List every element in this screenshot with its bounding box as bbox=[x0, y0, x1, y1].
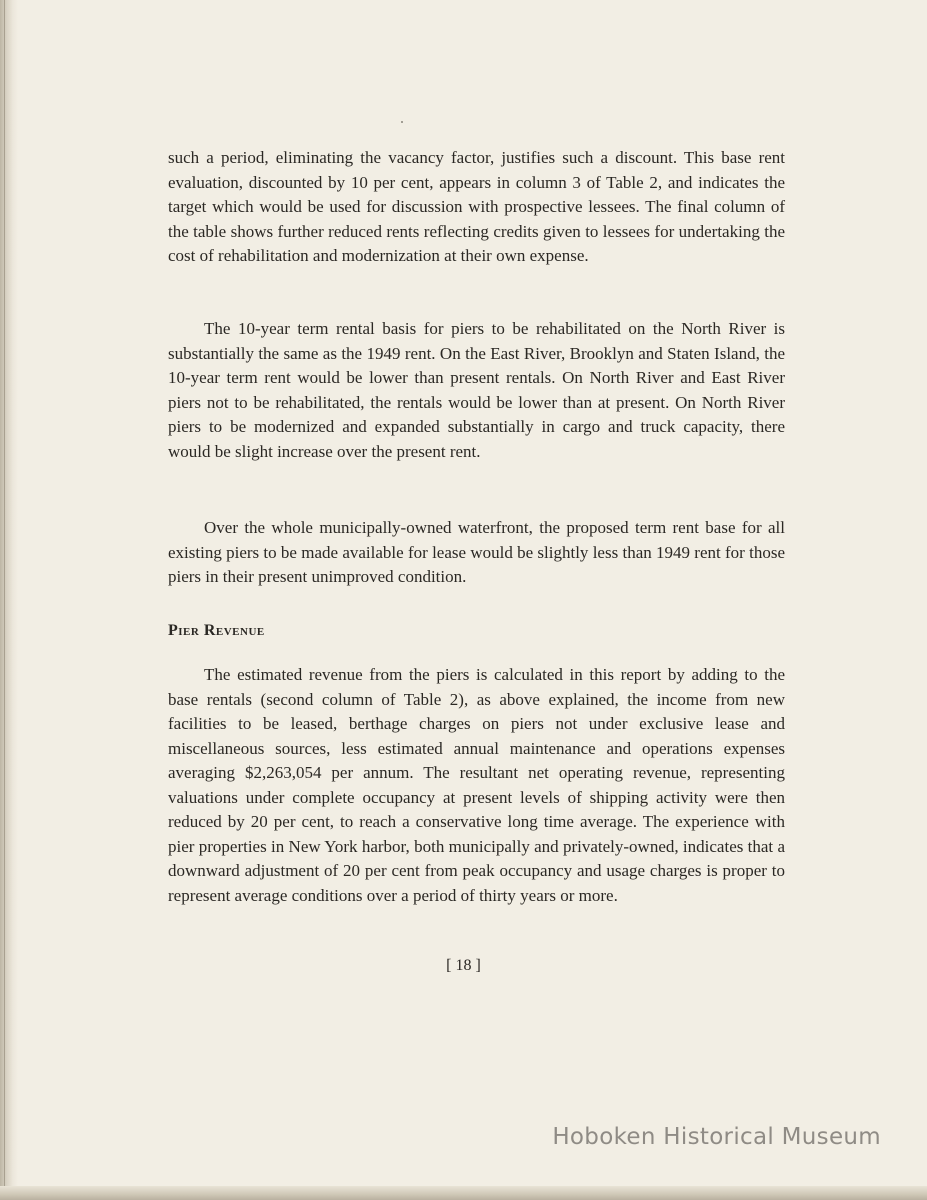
paragraph-pier-revenue: The estimated revenue from the piers is calculated in this report by adding to the base rentals (second column of Table 2), as above explained, the income from new facilities to be leased, berthage charges on piers not under exclusive lease and miscellaneous sources, less estimated annual maintenance and operations expenses averaging $2,263,054 per annum. The resultant net operating revenue, representing valuations under complete occupancy at present levels of shipping activity were then reduced by 20 per cent, to reach a conservative long time average. The experience with pier properties in New York harbor, both municipally and privately-owned, indicates that a downward adjustment of 20 per cent from peak occupancy and usage charges is proper to represent average conditions over a period of thirty years or more. bbox=[168, 665, 785, 905]
page-bottom-edge bbox=[0, 1186, 927, 1200]
page-binding-edge bbox=[0, 0, 18, 1200]
page-number: [ 18 ] bbox=[446, 957, 481, 974]
section-heading-pier-revenue: Pier Revenue bbox=[168, 622, 265, 639]
paragraph-waterfront: Over the whole municipally-owned waterfront, the proposed term rent base for all existing piers to be made available for lease would be slightly less than 1949 rent for those piers in their present unimproved condition. bbox=[168, 518, 785, 586]
paragraph-term-rental: The 10-year term rental basis for piers to be rehabilitated on the North River is substantially the same as the 1949 rent. On the East River, Brooklyn and Staten Island, the 10-year term rent would be lower than present rentals. On North River and East River piers not to be rehabilitated, the rentals would be lower than at present. On North River piers to be modernized and expanded substantially in cargo and truck capacity, there would be slight increase over the present rent. bbox=[168, 319, 785, 461]
paper-speck bbox=[401, 121, 403, 123]
museum-watermark: Hoboken Historical Museum bbox=[552, 1124, 881, 1150]
paragraph-continuation: such a period, eliminating the vacancy factor, justifies such a discount. This base rent evaluation, discounted by 10 per cent, appears in column 3 of Table 2, and indicates the target which would be used for discussion with prospective lessees. The final column of the table shows further reduced rents reflecting credits given to lessees for undertaking the cost of rehabilitation and modernization at their own expense. bbox=[168, 148, 785, 265]
